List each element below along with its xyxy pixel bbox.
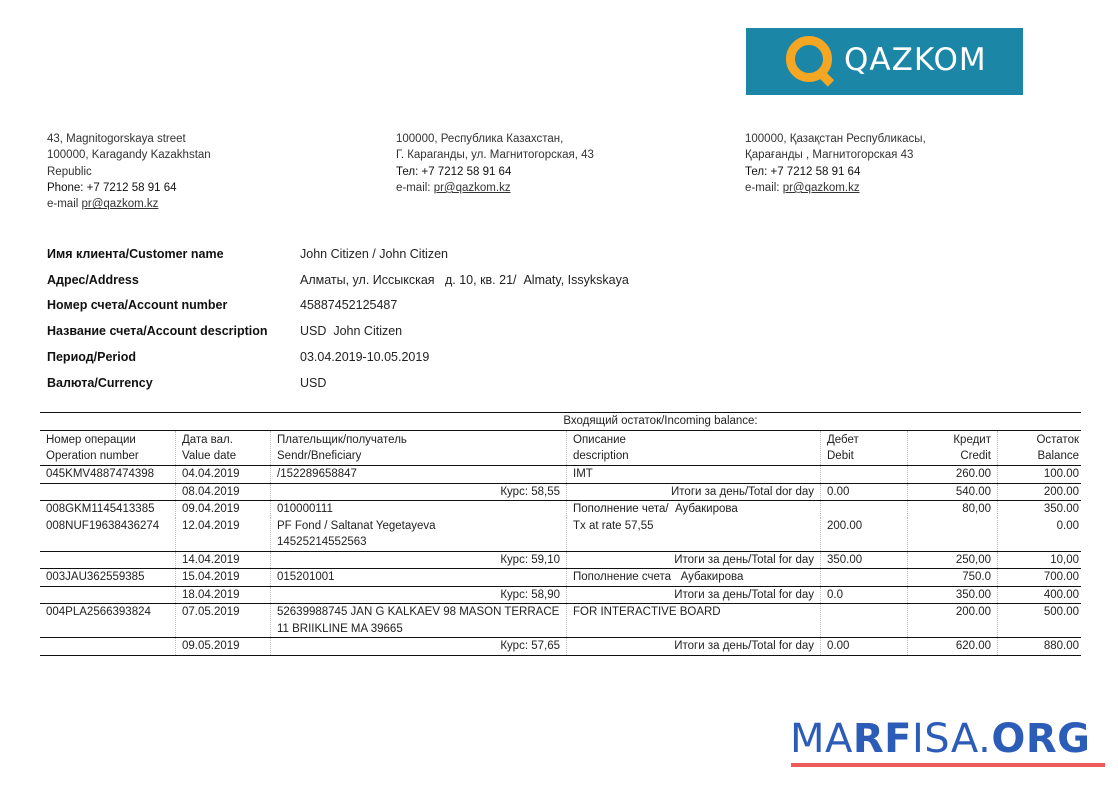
qazkom-logo bbox=[746, 28, 1023, 95]
table-row-day-total: 14.04.2019 Курс: 59,10 Итоги за день/Total for day 350.00 250,00 10,00 bbox=[40, 551, 1081, 569]
info-row-period: Период/Period 03.04.2019-10.05.2019 bbox=[47, 350, 430, 365]
watermark-text: MARFISA.ORG bbox=[790, 716, 1091, 762]
info-row-currency: Валюта/Currency USD bbox=[47, 375, 327, 390]
email-link[interactable]: pr@qazkom.kz bbox=[433, 181, 511, 194]
email-link[interactable]: pr@qazkom.kz bbox=[81, 198, 159, 211]
info-row-account-number: Номер счета/Account number 45887452125487 bbox=[47, 298, 398, 313]
logo-text: QAZKOM bbox=[844, 42, 987, 78]
customer-info bbox=[47, 241, 629, 396]
table-row: 004PLA2566393824 07.05.2019 52639988745 JAN G KALKAEV 98 MASON TERRACE 11 BRIIKLINE MA 39665 FOR INTERACTIVE BOARD 200.00 500.00 bbox=[40, 603, 1081, 637]
table-row: 008NUF19638436274 12.04.2019 PF Fond / Saltanat Yegetayeva 14525214552563 Tx at rate 57,55 200.00 0.00 bbox=[40, 518, 1081, 551]
table-row-day-total: 09.05.2019 Курс: 57,65 Итоги за день/Total for day 0.00 620.00 880.00 bbox=[40, 637, 1081, 655]
table-row-day-total: 08.04.2019 Курс: 58,55 Итоги за день/Total dor day 0.00 540.00 200.00 bbox=[40, 483, 1081, 501]
address-kazakh: 100000, Қазақстан Республикасы, Қарағанды , Магнитогорская 43 Тел: +7 7212 58 91 64 e-mail: pr@qazkom.kz bbox=[745, 133, 926, 194]
phone: Тел: +7 7212 58 91 64 bbox=[745, 165, 861, 178]
watermark-underline bbox=[791, 763, 1105, 767]
info-row-customer-name: Имя клиента/Customer name John Citizen / John Citizen bbox=[47, 246, 448, 261]
transactions-table bbox=[40, 412, 1081, 656]
incoming-balance-label: Входящий остаток/Incoming balance: bbox=[563, 415, 758, 427]
info-row-account-description: Название счета/Account description USD John Citizen bbox=[47, 324, 403, 339]
table-row: 045KMV4887474398 04.04.2019 /152289658847 IMT 260.00 100.00 bbox=[40, 465, 1081, 483]
logo-q-icon bbox=[786, 36, 832, 82]
email-link[interactable]: pr@qazkom.kz bbox=[782, 181, 860, 194]
table-header: Номер операции Operation number Дата вал. Value date Плательщик/получатель Sendr/Bneficiary Описание description Дебет Debit Кредит Credit Остаток Balance bbox=[40, 430, 1081, 465]
info-row-address: Адрес/Address Алматы, ул. Иссыкская д. 10, кв. 21/ Almaty, Issykskaya bbox=[47, 272, 629, 287]
table-row: 008GKM1145413385 09.04.2019 010000111 Пополнение чета/ Аубакирова 80,00 350.00 bbox=[40, 500, 1081, 518]
table-row: 003JAU362559385 15.04.2019 015201001 Пополнение счета Аубакирова 750.0 700.00 bbox=[40, 568, 1081, 586]
phone: Тел: +7 7212 58 91 64 bbox=[396, 165, 512, 178]
table-row-day-total: 18.04.2019 Курс: 58,90 Итоги за день/Total for day 0.0 350.00 400.00 bbox=[40, 586, 1081, 604]
address-english: 43, Magnitogorskaya street 100000, Karagandy Kazakhstan Republic Phone: +7 7212 58 91 64 e-mail pr@qazkom.kz bbox=[47, 133, 211, 211]
address-russian: 100000, Республика Казахстан, Г. Караганды, ул. Магнитогорская, 43 Тел: +7 7212 58 91 64 e-mail: pr@qazkom.kz bbox=[396, 133, 594, 194]
phone: Phone: +7 7212 58 91 64 bbox=[47, 181, 177, 194]
